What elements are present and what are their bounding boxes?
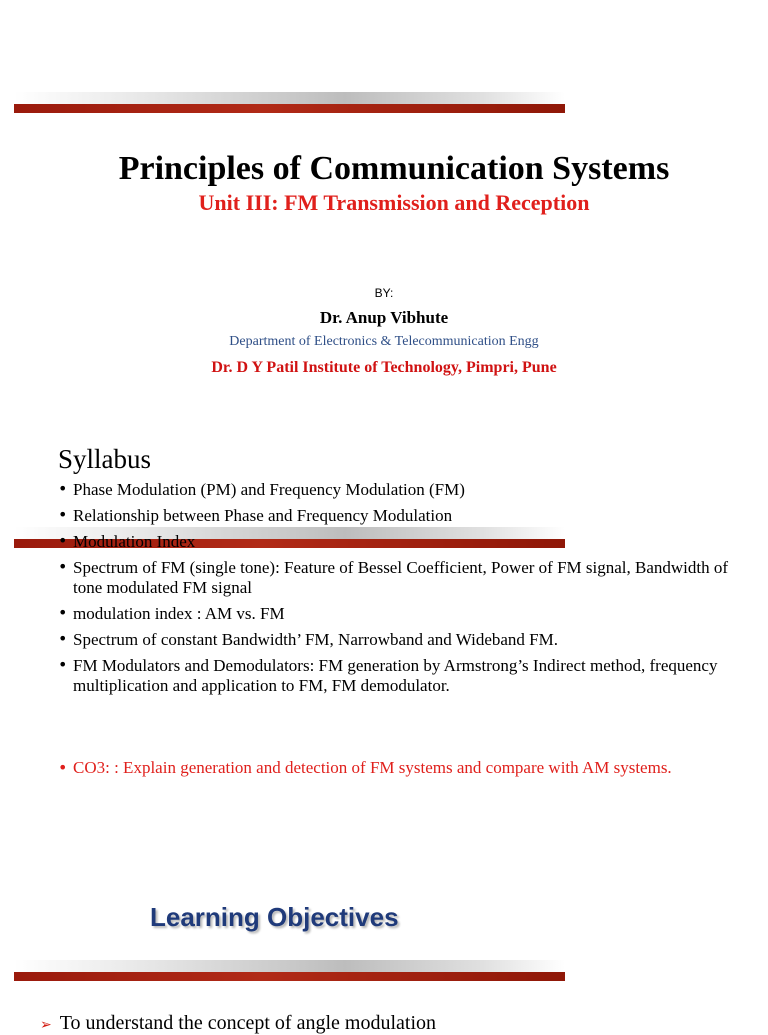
bullet-icon: • (58, 655, 68, 674)
objective-text: To understand the concept of angle modulation (59, 1012, 437, 1034)
slide1-header-bar-solid (14, 104, 565, 113)
syllabus-item-text: Spectrum of FM (single tone): Feature of Bessel Coefficient, Power of FM signal, Bandwidth of tone modulated FM signal (73, 558, 729, 597)
slide1-header-bar-fade (14, 92, 565, 104)
syllabus-list (58, 480, 748, 702)
slide1-subtitle: Unit III: FM Transmission and Reception (198, 190, 590, 215)
slide1-header-bar (14, 92, 565, 114)
syllabus-item-text: Relationship between Phase and Frequency Modulation (73, 506, 453, 525)
department-name: Department of Electronics & Telecommunication Engg (229, 334, 539, 349)
bullet-icon: • (58, 603, 68, 622)
syllabus-item (58, 532, 748, 552)
slide1-title: Principles of Communication Systems (118, 150, 670, 187)
syllabus-item (58, 506, 748, 526)
learning-objectives-title: Learning Objectives (150, 902, 399, 932)
bullet-icon: • (58, 557, 68, 576)
by-label: BY: (374, 286, 394, 300)
arrow-bullet-icon: ➢ (40, 1017, 52, 1033)
syllabus-item-text: Phase Modulation (PM) and Frequency Modulation (FM) (73, 480, 465, 499)
syllabus-item (58, 630, 748, 650)
bullet-icon: • (58, 479, 68, 498)
slide3-header-bar-solid (14, 972, 565, 981)
syllabus-title: Syllabus (58, 444, 152, 474)
bullet-icon: • (58, 531, 68, 550)
syllabus-item (58, 656, 748, 696)
author-name: Dr. Anup Vibhute (319, 308, 449, 327)
institute-name: Dr. D Y Patil Institute of Technology, Pimpri, Pune (211, 359, 557, 376)
syllabus-item (58, 604, 748, 624)
syllabus-item-text: Spectrum of constant Bandwidth’ FM, Narrowband and Wideband FM. (73, 630, 558, 649)
slide3-header-bar-fade (14, 960, 565, 972)
syllabus-item-text: Modulation Index (73, 532, 196, 551)
course-outcome (58, 758, 723, 777)
syllabus-item-text: modulation index : AM vs. FM (73, 604, 285, 623)
course-outcome-text: CO3: : Explain generation and detection of FM systems and compare with AM systems. (73, 758, 672, 777)
syllabus-item (58, 558, 748, 598)
syllabus-item (58, 480, 748, 500)
slide3-header-bar (14, 960, 565, 982)
bullet-icon: • (58, 758, 68, 777)
syllabus-item-text: FM Modulators and Demodulators: FM generation by Armstrong’s Indirect method, frequency multiplication and application to FM, FM demodulator. (73, 656, 718, 695)
bullet-icon: • (58, 629, 68, 648)
bullet-icon: • (58, 505, 68, 524)
